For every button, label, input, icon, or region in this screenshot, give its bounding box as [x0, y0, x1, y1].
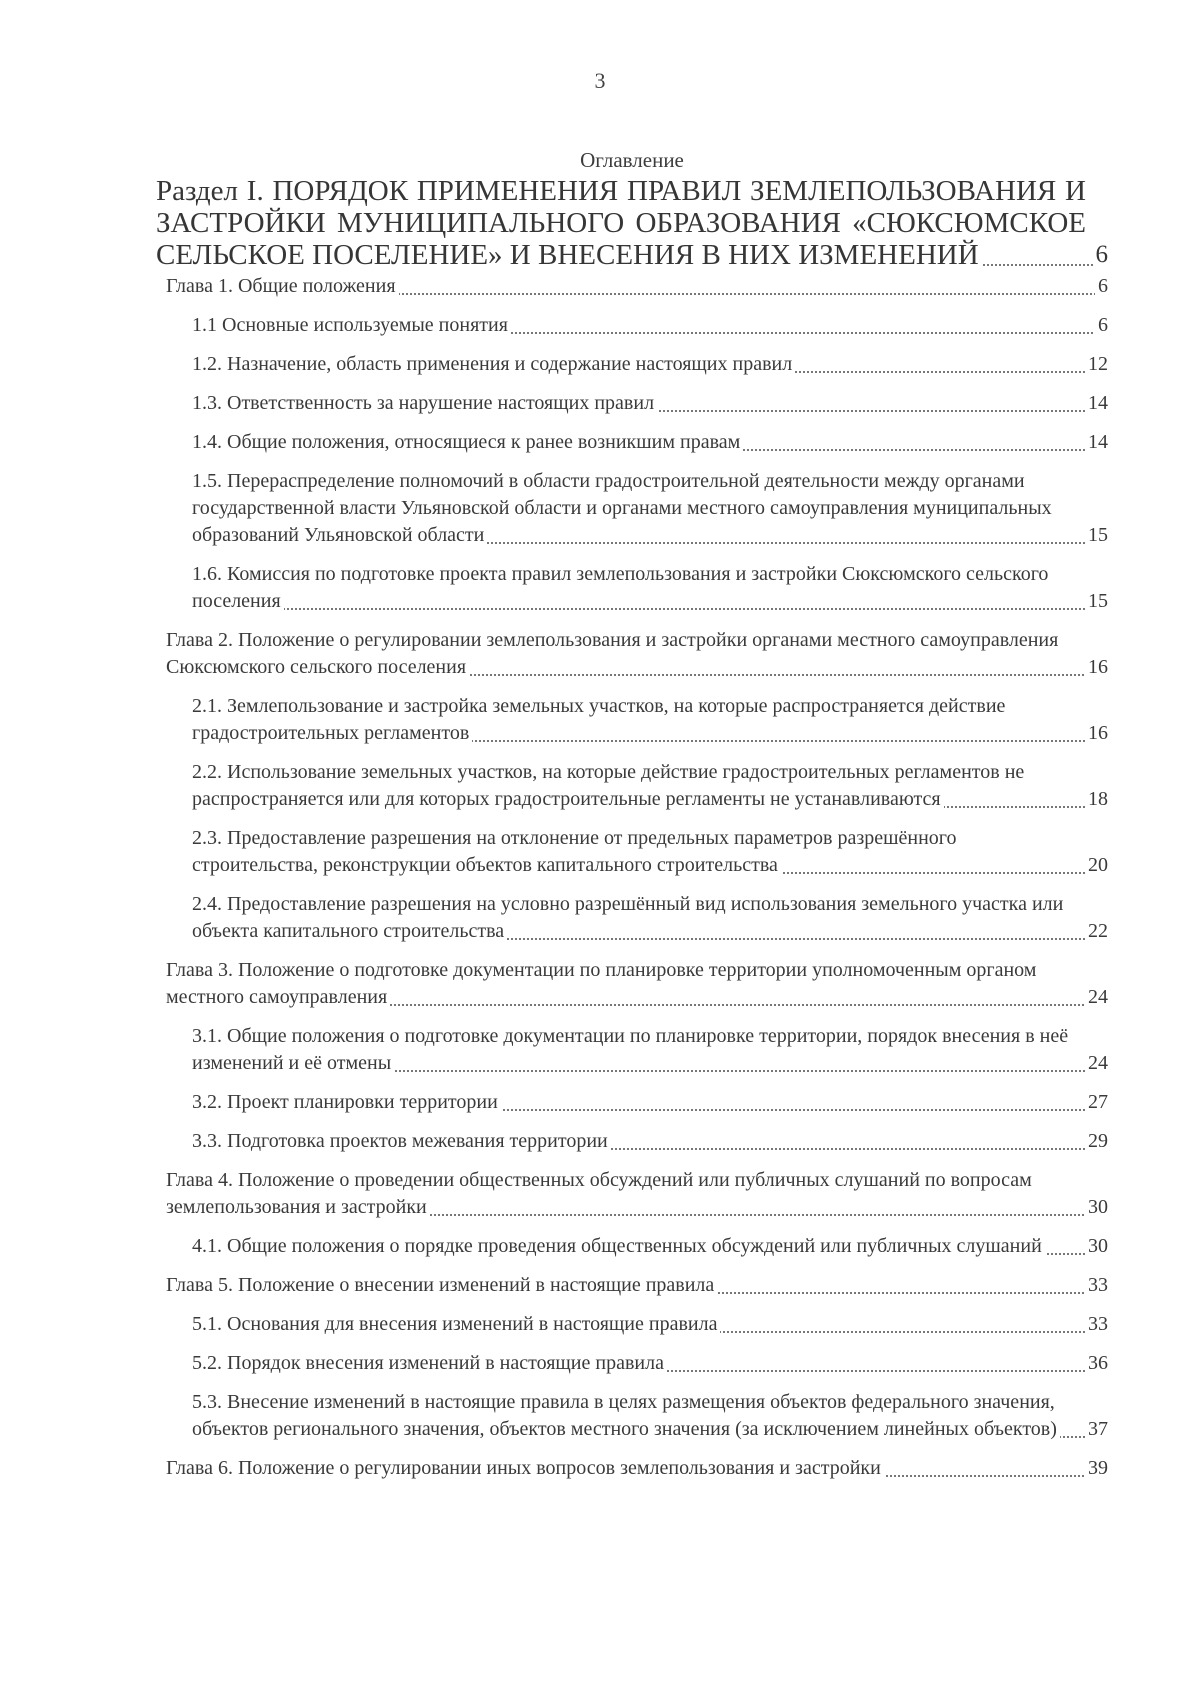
toc-subsection-entry[interactable]	[192, 1389, 1108, 1443]
toc-entry-page: 22	[1085, 918, 1108, 945]
toc-entry-title: 2.4. Предоставление разрешения на условно разрешённый вид использования земельного участка или объекта капитального строительства	[192, 893, 1064, 942]
toc-chapter-entry[interactable]	[166, 627, 1108, 681]
toc-section-entry[interactable]	[156, 175, 1108, 271]
toc-subsection-entry[interactable]	[192, 390, 1108, 417]
toc-entry-title: 1.6. Комиссия по подготовке проекта правил землепользования и застройки Сюксюмского сельского поселения	[192, 563, 1049, 612]
table-of-contents	[156, 147, 1108, 1494]
toc-entry-page: 33	[1085, 1272, 1108, 1299]
toc-entry-title: 2.1. Землепользование и застройка земельных участков, на которые распространяется действие градостроительных регламентов	[192, 695, 1006, 744]
toc-entry-title: 2.3. Предоставление разрешения на отклонение от предельных параметров разрешённого строительства, реконструкции объектов капитального строительства	[192, 827, 957, 876]
toc-entry-title: 1.5. Перераспределение полномочий в области градостроительной деятельности между органами государственной власти Ульяновской области и органами местного самоуправления муниципальных образований Ульяновской области	[192, 470, 1052, 546]
toc-entry-title: Глава 4. Положение о проведении общественных обсуждений или публичных слушаний по вопросам землепользования и застройки	[166, 1169, 1032, 1218]
toc-entry-page: 33	[1085, 1311, 1108, 1338]
toc-entry-page: 36	[1085, 1350, 1108, 1377]
toc-subsection-entry[interactable]	[192, 1311, 1108, 1338]
toc-subsection-entry[interactable]	[192, 351, 1108, 378]
toc-entry-page: 18	[1085, 786, 1108, 813]
toc-entry-title: 1.4. Общие положения, относящиеся к ранее возникшим правам	[192, 431, 743, 453]
toc-entry-title: Глава 1. Общие положения	[166, 275, 399, 297]
toc-entry-title: Глава 6. Положение о регулировании иных вопросов землепользования и застройки	[166, 1457, 884, 1479]
toc-entry-page: 37	[1085, 1416, 1108, 1443]
toc-chapter-entry[interactable]	[166, 1272, 1108, 1299]
toc-entry-title: 5.3. Внесение изменений в настоящие правила в целях размещения объектов федерального значения, объектов регионального значения, объектов местного значения (за исключением линейных объектов)	[192, 1391, 1060, 1440]
toc-chapter-entry[interactable]	[166, 1167, 1108, 1221]
toc-entry-page: 24	[1085, 1050, 1108, 1077]
toc-entries	[156, 273, 1108, 1482]
toc-subsection-entry[interactable]	[192, 1128, 1108, 1155]
toc-chapter-entry[interactable]	[166, 273, 1108, 300]
toc-chapter-entry[interactable]	[166, 1455, 1108, 1482]
toc-entry-page: 30	[1085, 1194, 1108, 1221]
toc-entry-page: 14	[1085, 390, 1108, 417]
toc-subsection-entry[interactable]	[192, 759, 1108, 813]
toc-entry-page: 15	[1085, 522, 1108, 549]
toc-entry-title: Глава 5. Положение о внесении изменений в настоящие правила	[166, 1274, 717, 1296]
toc-entry-title: Раздел I. ПОРЯДОК ПРИМЕНЕНИЯ ПРАВИЛ ЗЕМЛЕПОЛЬЗОВАНИЯ И ЗАСТРОЙКИ МУНИЦИПАЛЬНОГО ОБРАЗОВАНИЯ «СЮКСЮМСКОЕ СЕЛЬСКОЕ ПОСЕЛЕНИЕ» И ВНЕСЕНИЯ В НИХ ИЗМЕНЕНИЙ	[156, 175, 1086, 271]
toc-entry-page: 6	[1095, 312, 1108, 339]
toc-entry-title: 5.2. Порядок внесения изменений в настоящие правила	[192, 1352, 667, 1374]
toc-heading: Оглавление	[580, 148, 684, 172]
toc-entry-title: 2.2. Использование земельных участков, на которые действие градостроительных регламентов не распространяется или для которых градостроительные регламенты не устанавливаются	[192, 761, 1025, 810]
toc-entry-page: 29	[1085, 1128, 1108, 1155]
toc-entry-page: 20	[1085, 852, 1108, 879]
toc-entry-page: 16	[1085, 654, 1108, 681]
toc-entry-page: 14	[1085, 429, 1108, 456]
toc-entry-title: 3.2. Проект планировки территории	[192, 1091, 501, 1113]
toc-subsection-entry[interactable]	[192, 891, 1108, 945]
toc-entry-title: 3.3. Подготовка проектов межевания территории	[192, 1130, 611, 1152]
toc-entry-page: 27	[1085, 1089, 1108, 1116]
toc-subsection-entry[interactable]	[192, 1023, 1108, 1077]
toc-entry-title: 3.1. Общие положения о подготовке документации по планировке территории, порядок внесения в неё изменений и её отмены	[192, 1025, 1069, 1074]
toc-subsection-entry[interactable]	[192, 1350, 1108, 1377]
toc-subsection-entry[interactable]	[192, 468, 1108, 549]
toc-entry-page: 15	[1085, 588, 1108, 615]
toc-subsection-entry[interactable]	[192, 1089, 1108, 1116]
toc-entry-title: 4.1. Общие положения о порядке проведения общественных обсуждений или публичных слушаний	[192, 1235, 1045, 1257]
toc-entry-title: 5.1. Основания для внесения изменений в настоящие правила	[192, 1313, 720, 1335]
page-number: 3	[594, 68, 606, 93]
toc-entry-page: 16	[1085, 720, 1108, 747]
toc-subsection-entry[interactable]	[192, 825, 1108, 879]
toc-subsection-entry[interactable]	[192, 312, 1108, 339]
toc-entry-title: 1.1 Основные используемые понятия	[192, 314, 511, 336]
toc-subsection-entry[interactable]	[192, 561, 1108, 615]
toc-subsection-entry[interactable]	[192, 1233, 1108, 1260]
toc-subsection-entry[interactable]	[192, 693, 1108, 747]
toc-subsection-entry[interactable]	[192, 429, 1108, 456]
toc-entry-page: 6	[1093, 239, 1109, 271]
toc-entry-page: 12	[1085, 351, 1108, 378]
toc-entry-title: Глава 2. Положение о регулировании землепользования и застройки органами местного самоуправления Сюксюмского сельского поселения	[166, 629, 1059, 678]
toc-entry-page: 30	[1085, 1233, 1108, 1260]
toc-entry-title: Глава 3. Положение о подготовке документации по планировке территории уполномоченным органом местного самоуправления	[166, 959, 1037, 1008]
toc-chapter-entry[interactable]	[166, 957, 1108, 1011]
toc-entry-title: 1.3. Ответственность за нарушение настоящих правил	[192, 392, 657, 414]
toc-entry-page: 39	[1085, 1455, 1108, 1482]
toc-entry-title: 1.2. Назначение, область применения и содержание настоящих правил	[192, 353, 795, 375]
toc-entry-page: 24	[1085, 984, 1108, 1011]
toc-entry-page: 6	[1095, 273, 1108, 300]
